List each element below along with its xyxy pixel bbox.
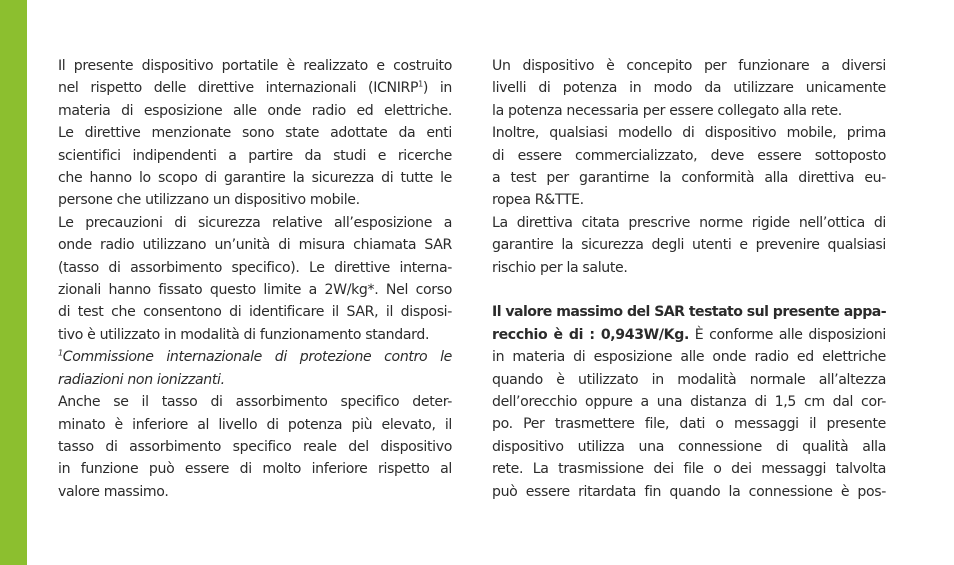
text-line: Il presente dispositivo portatile è realizzato e costruito — [58, 58, 452, 74]
left-text-column — [58, 55, 452, 503]
text-fragment: È conforme alle disposizioni — [688, 326, 886, 343]
text-line: Anche se il tasso di assorbimento specifico deter- — [58, 394, 452, 411]
paragraph-max-sar — [492, 301, 886, 503]
text-line: persone che utilizzano un dispositivo mobile. — [58, 192, 360, 209]
paragraph-sar-definition — [58, 212, 452, 346]
green-side-stripe — [0, 0, 27, 565]
text-line: (tasso di assorbimento specifico). Le direttive interna- — [58, 259, 452, 276]
text-line: ropea R&TTE. — [492, 192, 584, 209]
text-line — [58, 77, 452, 99]
text-line: zionali hanno fissato questo limite a 2W/kg*. Nel corso — [58, 282, 452, 299]
text-line: tasso di assorbimento specifico reale del dispositivo — [58, 438, 452, 455]
text-line: La direttiva citata prescrive norme rigide nell’ottica di — [492, 214, 886, 231]
text-line: Il valore massimo del SAR testato sul presente appa- — [492, 304, 886, 321]
text-line: Le precauzioni di sicurezza relative all’esposizione a — [58, 214, 452, 231]
text-line: in funzione può essere di molto inferiore rispetto al — [58, 461, 452, 478]
text-line: può essere ritardata fin quando la connessione è pos- — [492, 483, 886, 500]
paragraph-icnirp — [58, 55, 452, 212]
paragraph-directive — [492, 212, 886, 279]
text-line: livelli di potenza in modo da utilizzare unicamente — [492, 80, 886, 97]
text-fragment: nel rispetto delle direttive internazionali (ICNIRP — [58, 80, 419, 97]
right-text-column — [492, 55, 886, 503]
text-line: tivo è utilizzato in modalità di funzionamento standard. — [58, 326, 430, 343]
text-line: a test per garantirne la conformità alla direttiva eu- — [492, 170, 886, 187]
paragraph-power-levels — [492, 55, 886, 122]
footnote-marker: 1 — [58, 348, 63, 358]
text-line: po. Per trasmettere file, dati o messaggi il presente — [492, 416, 886, 433]
paragraph-sar-actual — [58, 391, 452, 503]
text-line: dispositivo utilizza una connessione di qualità alla — [492, 438, 886, 455]
text-line: Le direttive menzionate sono state adottate da enti — [58, 125, 452, 142]
text-line: Un dispositivo è concepito per funzionare a diversi — [492, 58, 886, 74]
text-line: in materia di esposizione alle onde radio ed elettriche — [492, 349, 886, 366]
text-fragment: Commissione internazionale di protezione contro le — [62, 349, 452, 366]
text-line: onde radio utilizzano un’unità di misura chiamata SAR — [58, 237, 452, 254]
text-line: dell’orecchio oppure a una distanza di 1,5 cm dal cor- — [492, 394, 886, 411]
text-line: Inoltre, qualsiasi modello di dispositivo mobile, prima — [492, 125, 886, 142]
text-line — [492, 324, 886, 346]
paragraph-spacer — [492, 279, 886, 301]
text-line: valore massimo. — [58, 483, 169, 500]
text-line: garantire la sicurezza degli utenti e prevenire qualsiasi — [492, 237, 886, 254]
text-fragment: ) in — [422, 80, 453, 97]
text-line: radiazioni non ionizzanti. — [58, 371, 225, 388]
text-line: rete. La trasmissione dei file o dei messaggi talvolta — [492, 461, 886, 478]
sar-value: recchio è di : 0,943W/Kg. — [492, 326, 689, 343]
text-line: quando è utilizzato in modalità normale all’altezza — [492, 371, 886, 388]
text-line: rischio per la salute. — [492, 259, 628, 276]
footnote — [58, 346, 452, 391]
text-line — [58, 346, 452, 368]
text-line: scientifici indipendenti a partire da studi e ricerche — [58, 147, 452, 164]
text-line: di essere commercializzato, deve essere sottoposto — [492, 147, 886, 164]
text-line: che hanno lo scopo di garantire la sicurezza di tutte le — [58, 170, 452, 187]
footnote-marker: 1 — [418, 79, 423, 89]
text-line: di test che consentono di identificare il SAR, il disposi- — [58, 304, 452, 321]
text-line: minato è inferiore al livello di potenza più elevato, il — [58, 416, 452, 433]
paragraph-rtte — [492, 122, 886, 212]
text-line: materia di esposizione alle onde radio ed elettriche. — [58, 102, 452, 119]
text-line: la potenza necessaria per essere collegato alla rete. — [492, 102, 842, 119]
